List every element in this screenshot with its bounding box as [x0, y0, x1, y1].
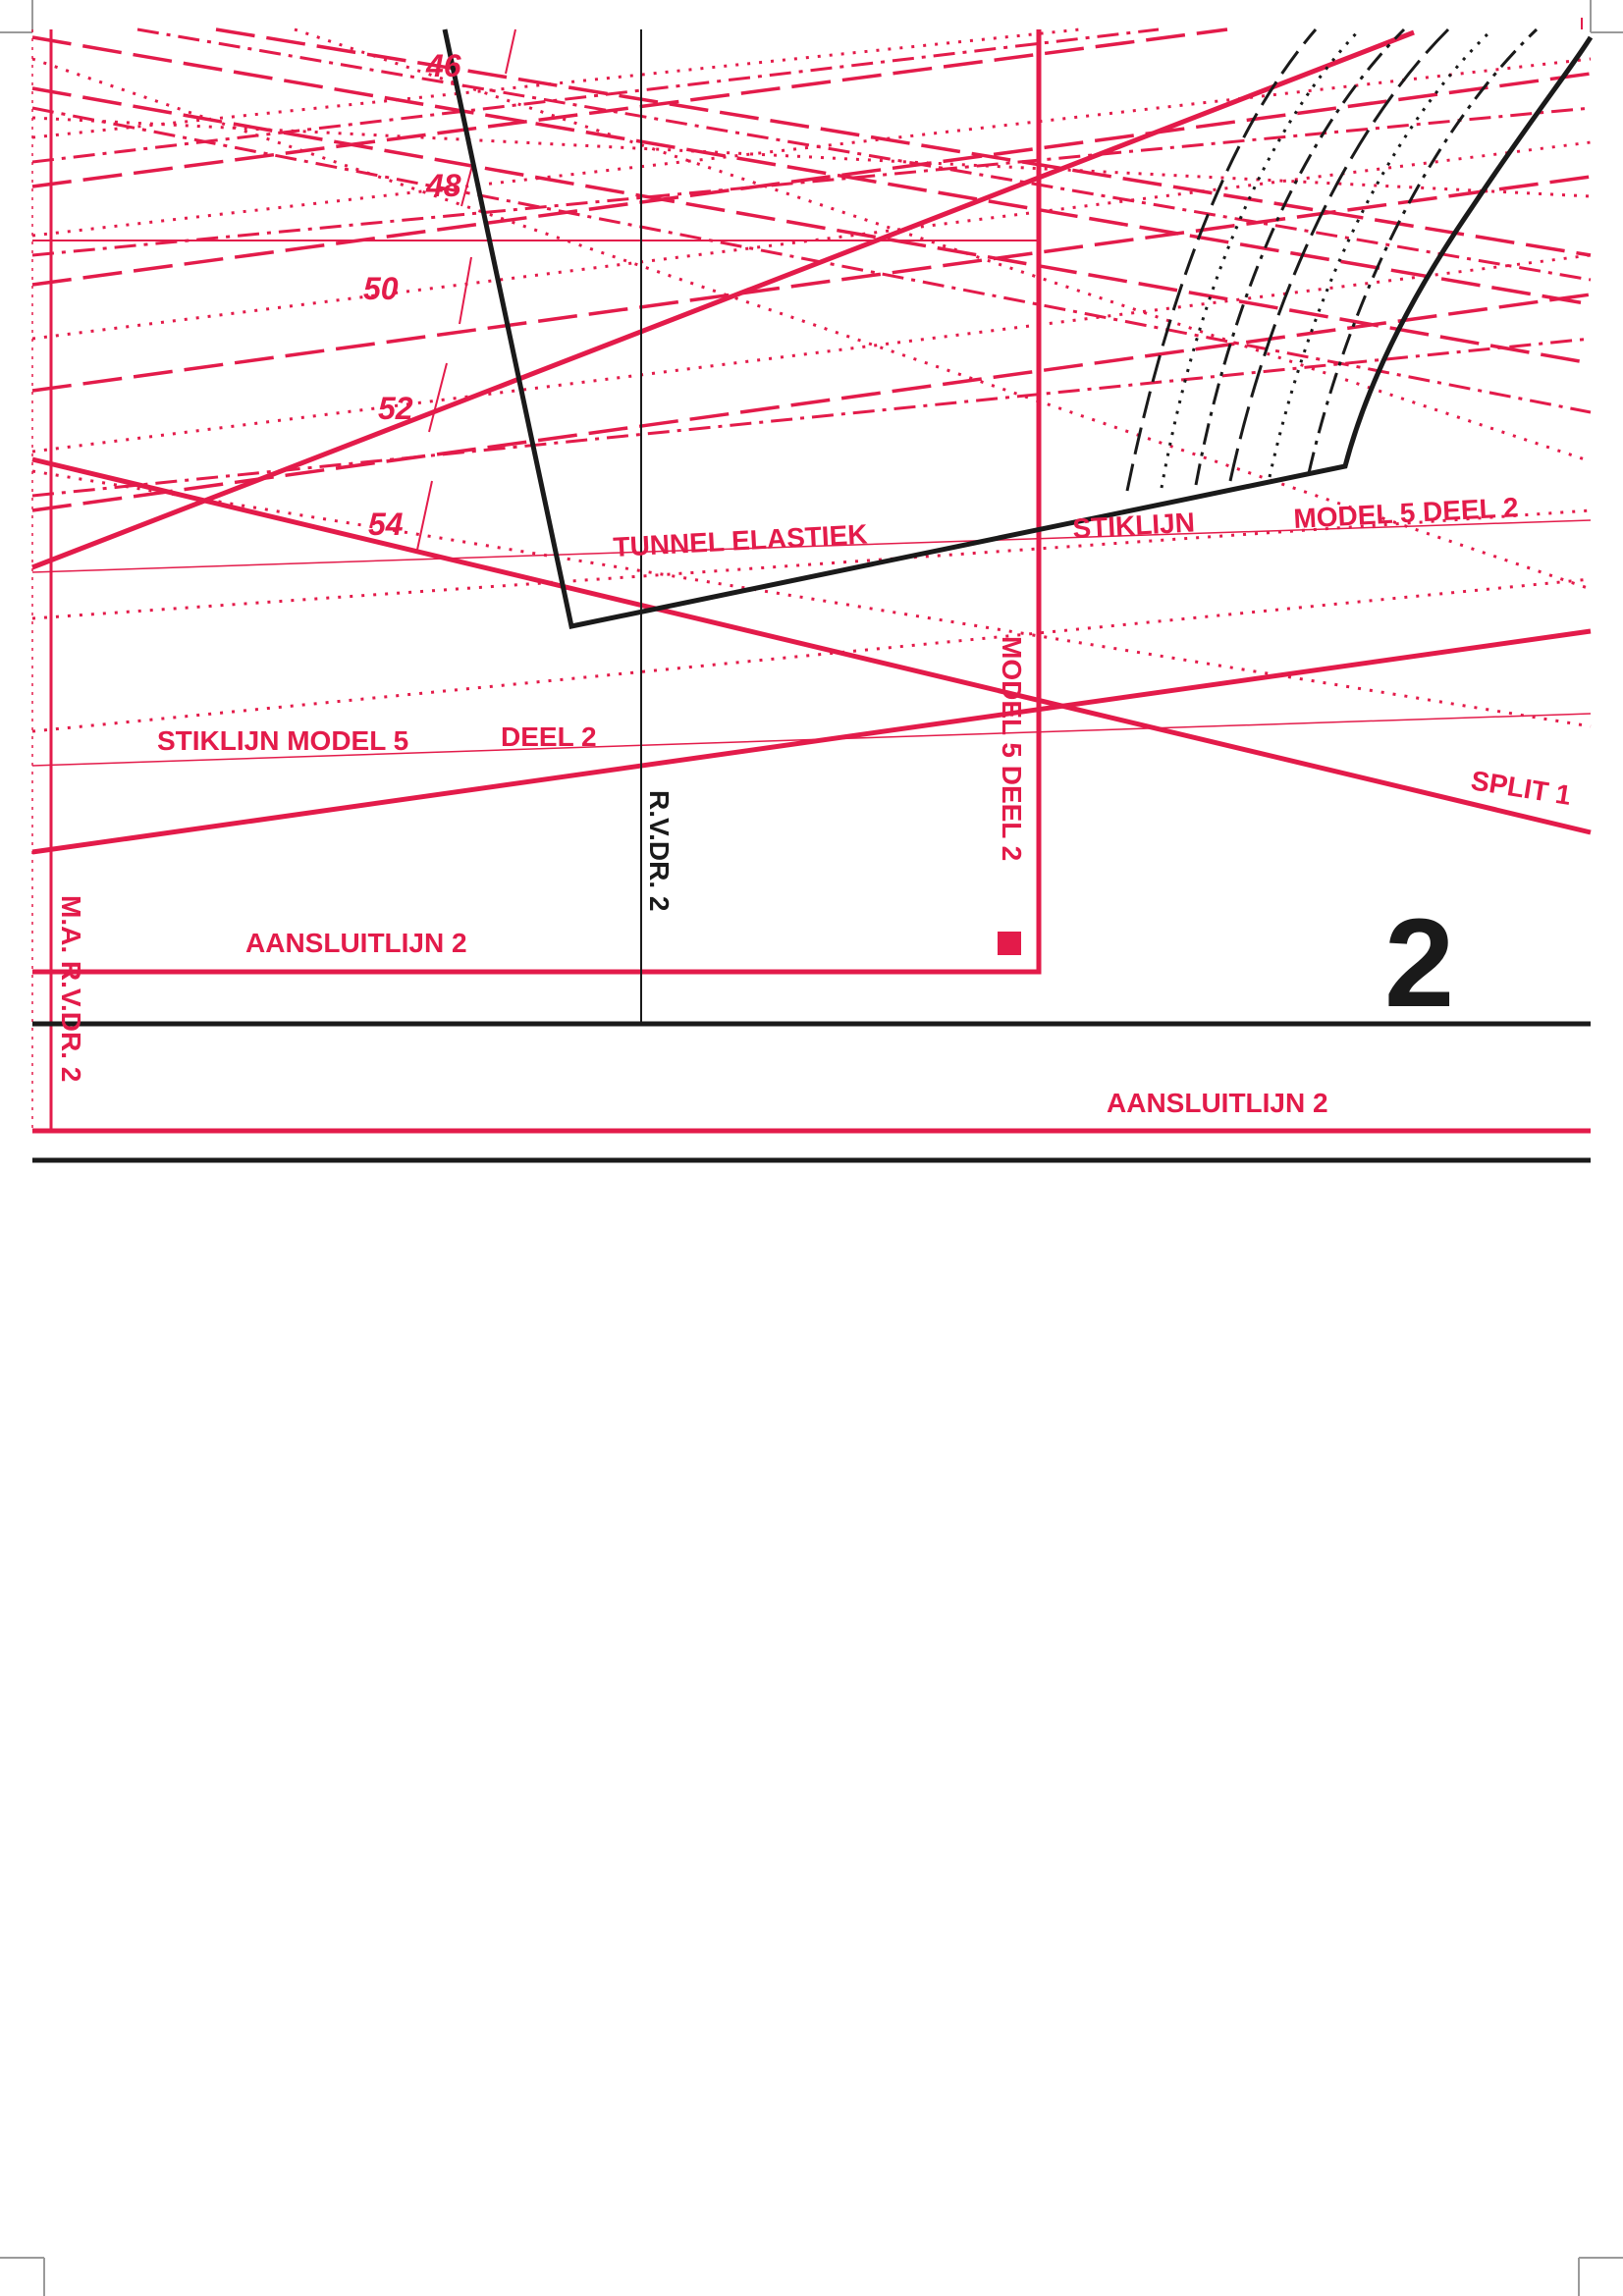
stiklijn-model-5-label: STIKLIJN MODEL 5: [157, 725, 409, 756]
aansluitlijn-2-upper-label: AANSLUITLIJN 2: [245, 928, 467, 958]
notch-square-marker: [998, 932, 1021, 955]
model-5-deel-2-vertical-label: MODEL 5 DEEL 2: [997, 636, 1027, 862]
size-marker-46: 46: [426, 48, 461, 83]
stiklijn-label: STIKLIJN: [1071, 507, 1196, 544]
deel-2-label: DEEL 2: [501, 721, 597, 752]
aansluitlijn-2-lower-label: AANSLUITLIJN 2: [1107, 1088, 1328, 1118]
rvdr-2-label: R.V.DR. 2: [644, 790, 675, 912]
page-number: 2: [1384, 893, 1455, 1034]
ma-rvdr-2-label: M.A. R.V.DR. 2: [56, 895, 86, 1083]
size-marker-52: 52: [378, 391, 413, 426]
size-marker-50: 50: [363, 271, 399, 306]
size-marker-48: 48: [426, 168, 461, 203]
model-5-deel-2-label: MODEL 5 DEEL 2: [1292, 492, 1520, 534]
tunnel-elastiek-label: TUNNEL ELASTIEK: [612, 518, 869, 562]
size-marker-54: 54: [368, 507, 404, 542]
split-1-label: SPLIT 1: [1469, 765, 1574, 811]
